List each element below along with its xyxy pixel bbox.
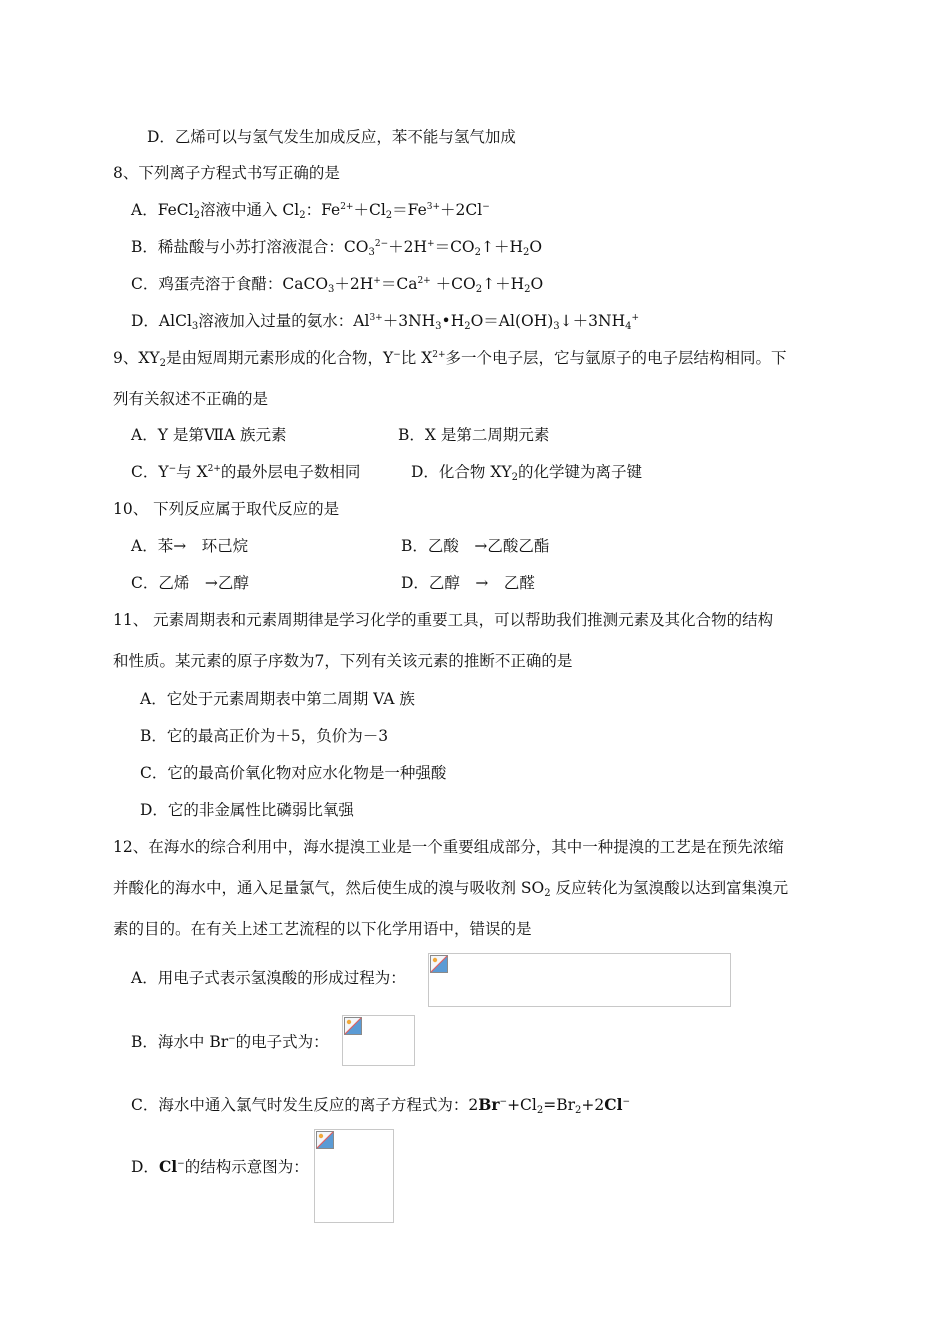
q12-option-a: A．用电子式表示氢溴酸的形成过程为： [131,969,406,987]
q12-option-c: C．海水中通入氯气时发生反应的离子方程式为：$2Br^-+Cl_2=Br_2+2Cl^-$ [131,1095,631,1116]
q12-option-b: B．海水中 Br−的电子式为： [131,1033,329,1051]
q7-option-d: D．乙烯可以与氢气发生加成反应，苯不能与氢气加成 [147,128,516,146]
q8-stem: 8、下列离子方程式书写正确的是 [113,164,340,182]
q10-option-b: B．乙酸 →乙酸乙酯 [401,537,550,555]
q12-stem-line2: 并酸化的海水中，通入足量氯气，然后使生成的溴与吸收剂 $SO_2$ 反应转化为氢溴酸以达到富集溴元 [113,879,789,899]
q9-option-d: D．化合物 $XY_2$的化学键为离子键 [411,463,643,483]
q8-option-d: D．AlCl$_3$溶液加入过量的氨水：$Al^{3+}+3NH_3•H_2O=Al(OH)_3↓+3NH_4^+$ [131,312,640,332]
q9-stem-line1: 9、$XY_2$是由短周期元素形成的化合物，Y−比 $X^{2+}$多一个电子层，它与氩原子的电子层结构相同。下 [113,349,787,369]
image-placeholder-b [342,1015,415,1066]
q10-option-a: A．苯→ 环己烷 [131,537,249,555]
q11-option-d: D．它的非金属性比磷弱比氧强 [140,801,354,819]
broken-image-icon [315,1130,335,1150]
q11-option-a: A．它处于元素周期表中第二周期 VA 族 [140,690,415,708]
broken-image-icon [429,954,449,974]
q8-option-b: B．稀盐酸与小苏打溶液混合：$CO_3^{2-}+2H^+=CO_2↑+H_2O$ [131,238,543,258]
q10-stem: 10、 下列反应属于取代反应的是 [113,500,340,518]
q9-option-b: B．X 是第二周期元素 [398,426,550,444]
q8-option-a: A．FeCl$_2$溶液中通入 $Cl_2$：$Fe^{2+}+Cl_2=Fe^{3+}+2Cl^-$ [131,201,490,221]
q12-stem-line3: 素的目的。在有关上述工艺流程的以下化学用语中，错误的是 [113,920,532,938]
q10-option-c: C．乙烯 →乙醇 [131,574,249,592]
q10-option-d: D．乙醇 → 乙醛 [401,574,535,592]
q11-stem-line1: 11、 元素周期表和元素周期律是学习化学的重要工具，可以帮助我们推测元素及其化合物的结构 [113,611,774,629]
q11-option-b: B．它的最高正价为＋5，负价为－3 [140,727,389,745]
q11-option-c: C．它的最高价氧化物对应水化物是一种强酸 [140,764,447,782]
q8-option-c: C．鸡蛋壳溶于食醋：$CaCO_3+2H^+=Ca^{2+}$ $+CO_2↑+H_2O$ [131,275,544,295]
q12-stem-line1: 12、在海水的综合利用中，海水提溴工业是一个重要组成部分，其中一种提溴的工艺是在预先浓缩 [113,838,784,856]
q9-stem-line2: 列有关叙述不正确的是 [113,390,269,408]
broken-image-icon [343,1016,363,1036]
q9-option-c: C．Y−与 $X^{2+}$的最外层电子数相同 [131,463,361,481]
q11-stem-line2: 和性质。某元素的原子序数为7，下列有关该元素的推断不正确的是 [113,652,573,670]
image-placeholder-a [428,953,731,1007]
q9-option-a: A．Y 是第ⅦA 族元素 [131,426,287,444]
q12-option-d: D．Cl−的结构示意图为： [131,1157,309,1176]
image-placeholder-d [314,1129,394,1223]
